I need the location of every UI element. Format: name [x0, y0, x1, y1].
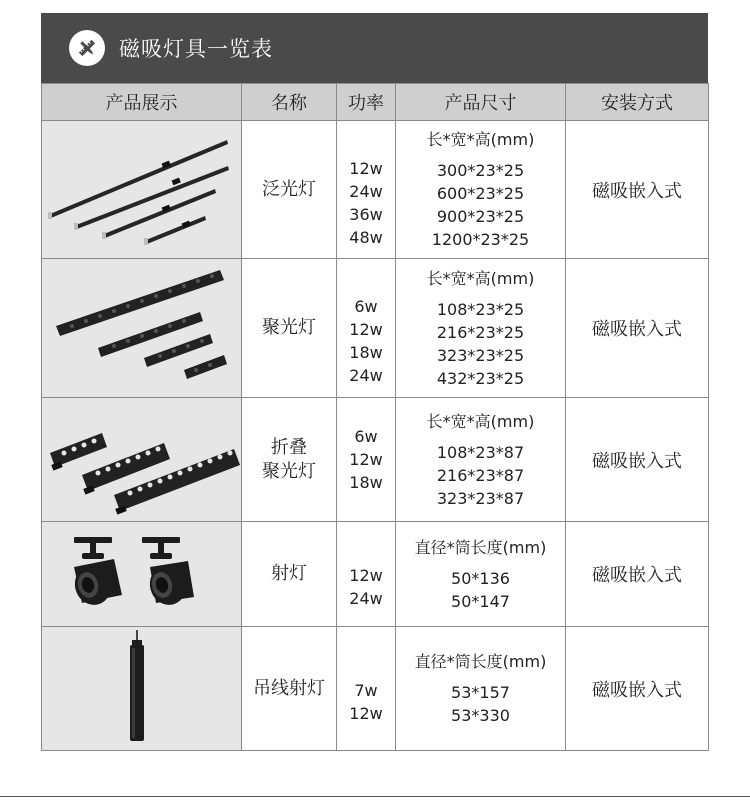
install-method: 磁吸嵌入式 [566, 522, 709, 627]
power-cell [337, 259, 396, 398]
header-install: 安装方式 [566, 84, 709, 121]
size-value: 108*23*87 [436, 442, 525, 462]
product-image-track-spotlight [42, 522, 242, 627]
power-cell [337, 522, 396, 627]
header-size: 产品尺寸 [396, 84, 566, 121]
product-name-cell [242, 522, 337, 627]
power-value: 12w [349, 703, 383, 723]
product-name: 射灯 [271, 563, 307, 584]
power-value: 12w [349, 158, 383, 178]
table-row [42, 259, 709, 398]
size-value: 216*23*87 [436, 465, 525, 485]
size-value: 600*23*25 [436, 184, 525, 203]
product-name: 吊线射灯 [253, 677, 325, 699]
page-title: 磁吸灯具一览表 [119, 37, 273, 61]
power-cell [337, 398, 396, 522]
power-value: 6w [354, 427, 378, 446]
header-power: 功率 [337, 84, 396, 121]
header-product-display: 产品展示 [42, 84, 242, 121]
power-value: 18w [349, 343, 383, 362]
power-value: 7w [354, 680, 378, 700]
product-image-spot-light [42, 259, 242, 398]
install-method: 磁吸嵌入式 [566, 627, 709, 751]
size-value: 53*330 [451, 706, 510, 725]
product-name: 泛光灯 [262, 178, 316, 200]
table-header-row [42, 84, 709, 121]
product-name: 聚光灯 [262, 460, 316, 482]
size-cell [396, 627, 566, 751]
size-value: 323*23*87 [436, 488, 525, 508]
product-image-pendant-spotlight [42, 627, 242, 751]
size-cell [396, 259, 566, 398]
table-row [42, 627, 709, 751]
size-value: 1200*23*25 [431, 230, 530, 249]
header-name: 名称 [242, 84, 337, 121]
size-value: 432*23*25 [436, 368, 525, 388]
power-value: 12w [349, 320, 383, 339]
size-value: 50*147 [451, 591, 510, 611]
power-value: 48w [349, 227, 383, 247]
table-row [42, 522, 709, 627]
product-name-cell [242, 627, 337, 751]
bottom-divider [0, 796, 750, 797]
product-name-cell [242, 121, 337, 259]
size-cell [396, 398, 566, 522]
dimension-label: 长*宽*高(mm) [426, 268, 535, 288]
product-name-cell [242, 398, 337, 522]
size-value: 300*23*25 [436, 161, 525, 180]
power-value: 18w [349, 473, 383, 492]
dimension-label: 长*宽*高(mm) [426, 130, 535, 149]
power-value: 24w [349, 181, 383, 201]
title-bar [41, 13, 708, 83]
dimension-label: 直径*筒长度(mm) [414, 537, 547, 557]
dimension-label: 长*宽*高(mm) [426, 411, 535, 431]
power-value: 24w [349, 589, 383, 608]
pencil-ruler-icon [69, 30, 105, 66]
product-sheet [41, 13, 708, 751]
power-cell [337, 627, 396, 751]
install-method: 磁吸嵌入式 [566, 398, 709, 522]
install-method: 磁吸嵌入式 [566, 259, 709, 398]
size-value: 323*23*25 [436, 345, 525, 365]
power-cell [337, 121, 396, 259]
product-name: 折叠 [271, 436, 307, 458]
product-image-folding-spot-light [42, 398, 242, 522]
power-value: 24w [349, 366, 383, 385]
dimension-label: 直径*筒长度(mm) [414, 652, 547, 671]
size-value: 216*23*25 [436, 322, 525, 342]
product-name: 聚光灯 [262, 317, 316, 338]
power-value: 12w [349, 450, 383, 469]
product-image-flood-light [42, 121, 242, 259]
table-row [42, 398, 709, 522]
power-value: 36w [349, 204, 383, 224]
product-name-cell [242, 259, 337, 398]
size-value: 53*157 [451, 683, 510, 702]
size-cell [396, 121, 566, 259]
power-value: 6w [354, 297, 378, 316]
install-method: 磁吸嵌入式 [566, 121, 709, 259]
table-row [42, 121, 709, 259]
size-value: 108*23*25 [436, 299, 525, 319]
power-value: 12w [349, 566, 383, 585]
size-value: 50*136 [451, 568, 510, 588]
size-value: 900*23*25 [436, 207, 525, 226]
product-table [41, 83, 709, 751]
size-cell [396, 522, 566, 627]
